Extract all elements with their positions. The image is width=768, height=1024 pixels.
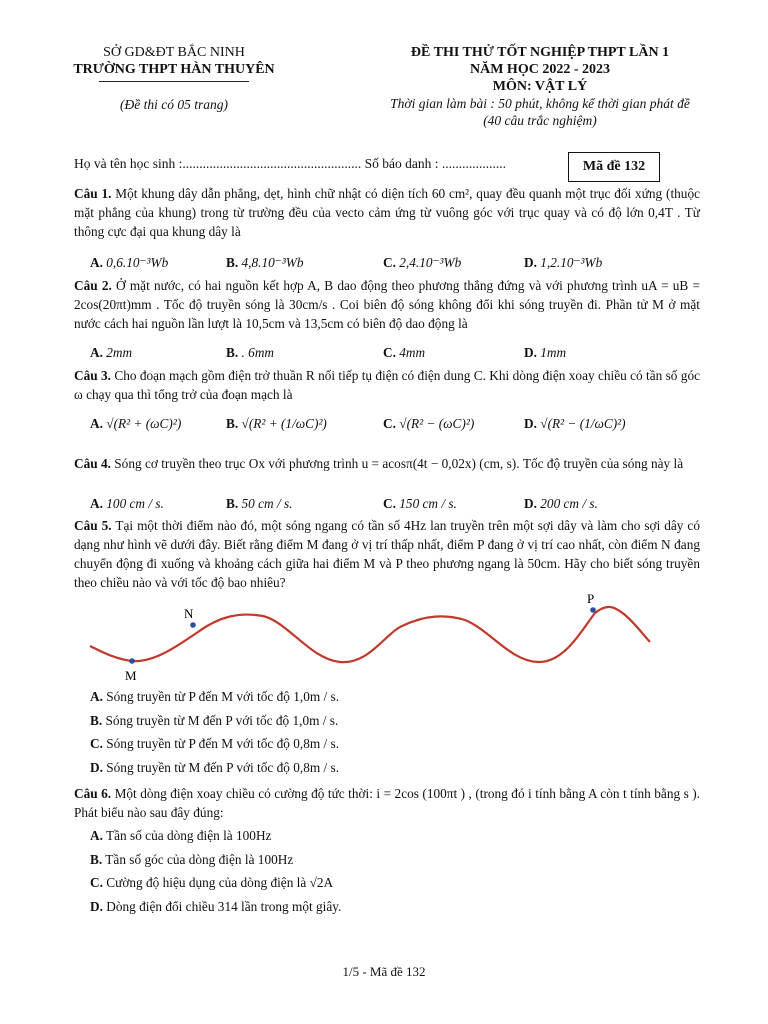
question-1	[74, 184, 700, 241]
question-5	[74, 516, 700, 592]
question-text: Tại một thời điểm nào đó, một sóng ngang có tần số 4Hz lan truyền trên một sợi dây và làm cho sợi dây có dạng như hình vẽ dưới đây. Biết rằng điểm M đang ở vị trí thấp nhất, điểm P đang ở vị trí cao nhất, còn điểm N đang chuyển động đi xuống và khoảng cách giữa hai điểm M và P theo phương ngang là 50cm. Hãy cho biết sóng truyền theo chiều nào và với tốc độ bao nhiêu?	[74, 518, 700, 590]
question-label: Câu 4.	[74, 456, 111, 471]
question-label: Câu 3.	[74, 368, 111, 383]
answers-q2	[90, 345, 700, 365]
answers-q6	[90, 824, 700, 918]
question-text: Cho đoạn mạch gồm điện trở thuần R nối tiếp tụ điện có điện dung C. Khi dòng điện xoay chiều có tần số góc ω chạy qua thì tổng trở của đoạn mạch là	[74, 368, 700, 402]
answer-b[interactable]: B. 50 cm / s.	[226, 496, 293, 511]
answer-c[interactable]: C. 2,4.10⁻³Wb	[383, 255, 462, 270]
answer-c[interactable]: C. 4mm	[383, 345, 426, 360]
point-m-label: M	[125, 668, 137, 683]
answer-b[interactable]: B. √(R² + (1/ωC)²)	[226, 416, 327, 431]
exam-code-box: Mã đề 132	[568, 152, 660, 182]
answer-d[interactable]: D. 1mm	[524, 345, 567, 360]
answer-a[interactable]: A. Sóng truyền từ P đến M với tốc độ 1,0m / s.	[90, 689, 340, 704]
answer-d[interactable]: D. 1,2.10⁻³Wb	[524, 255, 603, 270]
answer-a[interactable]: A. Tần số của dòng điện là 100Hz	[90, 828, 272, 843]
question-label: Câu 2.	[74, 278, 112, 293]
answer-c[interactable]: C. √(R² − (ωC)²)	[383, 416, 475, 431]
point-n-label: N	[184, 606, 194, 621]
answer-a[interactable]: A. 100 cm / s.	[90, 496, 164, 511]
page-footer: 1/5 - Mã đề 132	[342, 964, 426, 979]
question-label: Câu 6.	[74, 786, 112, 801]
question-text: Một khung dây dẫn phẳng, dẹt, hình chữ nhật có diện tích 60 cm², quay đều quanh một trục đối xứng (thuộc mặt phẳng của khung) trong từ trường đều của vecto cảm ứng từ vuông góc với trục quay và có độ lớn 0,4T . Từ thông cực đại qua khung dây là	[74, 186, 700, 239]
answer-b[interactable]: B. . 6mm	[226, 345, 275, 360]
answer-a[interactable]: A. 0,6.10⁻³Wb	[90, 255, 169, 270]
answer-a[interactable]: A. 2mm	[90, 345, 133, 360]
question-3	[74, 366, 700, 404]
question-6	[74, 784, 700, 822]
answers-q3	[90, 416, 700, 436]
answer-d[interactable]: D. √(R² − (1/ωC)²)	[524, 416, 626, 431]
answer-b[interactable]: B. 4,8.10⁻³Wb	[226, 255, 304, 270]
point-m-dot	[129, 658, 135, 664]
answer-c[interactable]: C. Cường độ hiệu dụng của dòng điện là √2A	[90, 875, 334, 890]
question-2	[74, 276, 700, 333]
answer-d[interactable]: D. 200 cm / s.	[524, 496, 598, 511]
answer-d[interactable]: D. Sóng truyền từ M đến P với tốc độ 0,8m / s.	[90, 759, 340, 775]
department-name: SỞ GD&ĐT BẮC NINH	[103, 45, 245, 60]
answer-c[interactable]: C. Sóng truyền từ P đến M với tốc độ 0,8m / s.	[90, 736, 340, 751]
answer-c[interactable]: C. 150 cm / s.	[383, 496, 457, 511]
header-right	[330, 44, 750, 129]
answers-q5	[90, 685, 700, 779]
count-note: (40 câu trắc nghiệm)	[483, 113, 597, 128]
wave-curve	[90, 607, 650, 662]
answer-b[interactable]: B. Sóng truyền từ M đến P với tốc độ 1,0m / s.	[90, 712, 339, 728]
question-label: Câu 1.	[74, 186, 112, 201]
school-name: TRƯỜNG THPT HÀN THUYÊN	[73, 62, 275, 77]
point-p-label: P	[587, 592, 595, 606]
answer-b[interactable]: B. Tần số góc của dòng điện là 100Hz	[90, 851, 294, 867]
answers-q1	[90, 255, 700, 275]
pages-note: (Đề thi có 05 trang)	[120, 97, 228, 112]
wave-figure	[80, 592, 660, 687]
question-text: Sóng cơ truyền theo trục Ox với phương trình u = acosπ(4t − 0,02x) (cm, s). Tốc độ truyền của sóng này là	[114, 456, 684, 471]
answer-a[interactable]: A. √(R² + (ωC)²)	[90, 416, 182, 431]
subject: MÔN: VẬT LÝ	[492, 79, 588, 94]
time-note: Thời gian làm bài : 50 phút, không kể thời gian phát đề	[390, 96, 690, 111]
answers-q4	[90, 496, 700, 516]
header-underline	[99, 81, 249, 82]
answer-d[interactable]: D. Dòng điện đổi chiều 314 lần trong một giây.	[90, 898, 342, 914]
point-n-dot	[190, 622, 196, 628]
question-text: Một dòng điện xoay chiều có cường độ tức thời: i = 2cos (100πt ) , (trong đó i tính bằng A còn t tính bằng s ). Phát biểu nào sau đây đúng:	[74, 786, 700, 820]
point-p-dot	[590, 607, 596, 613]
student-info-line: Họ và tên học sinh :..................................................... Số báo danh : ...................	[74, 156, 506, 171]
exam-title: ĐỀ THI THỬ TỐT NGHIỆP THPT LẦN 1	[410, 45, 670, 60]
header-left	[40, 44, 308, 113]
question-text: Ở mặt nước, có hai nguồn kết hợp A, B dao động theo phương thẳng đứng và với phương trình uA = uB = 2cos(20πt)mm . Tốc độ truyền sóng là 30cm/s . Coi biên độ sóng không đổi khi sóng truyền đi. Phần tử M ở mặt nước cách hai nguồn lần lượt là 10,5cm và 13,5cm có biên độ dao động là	[74, 278, 700, 331]
question-label: Câu 5.	[74, 518, 112, 533]
question-4	[74, 454, 700, 473]
school-year: NĂM HỌC 2022 - 2023	[470, 62, 610, 77]
